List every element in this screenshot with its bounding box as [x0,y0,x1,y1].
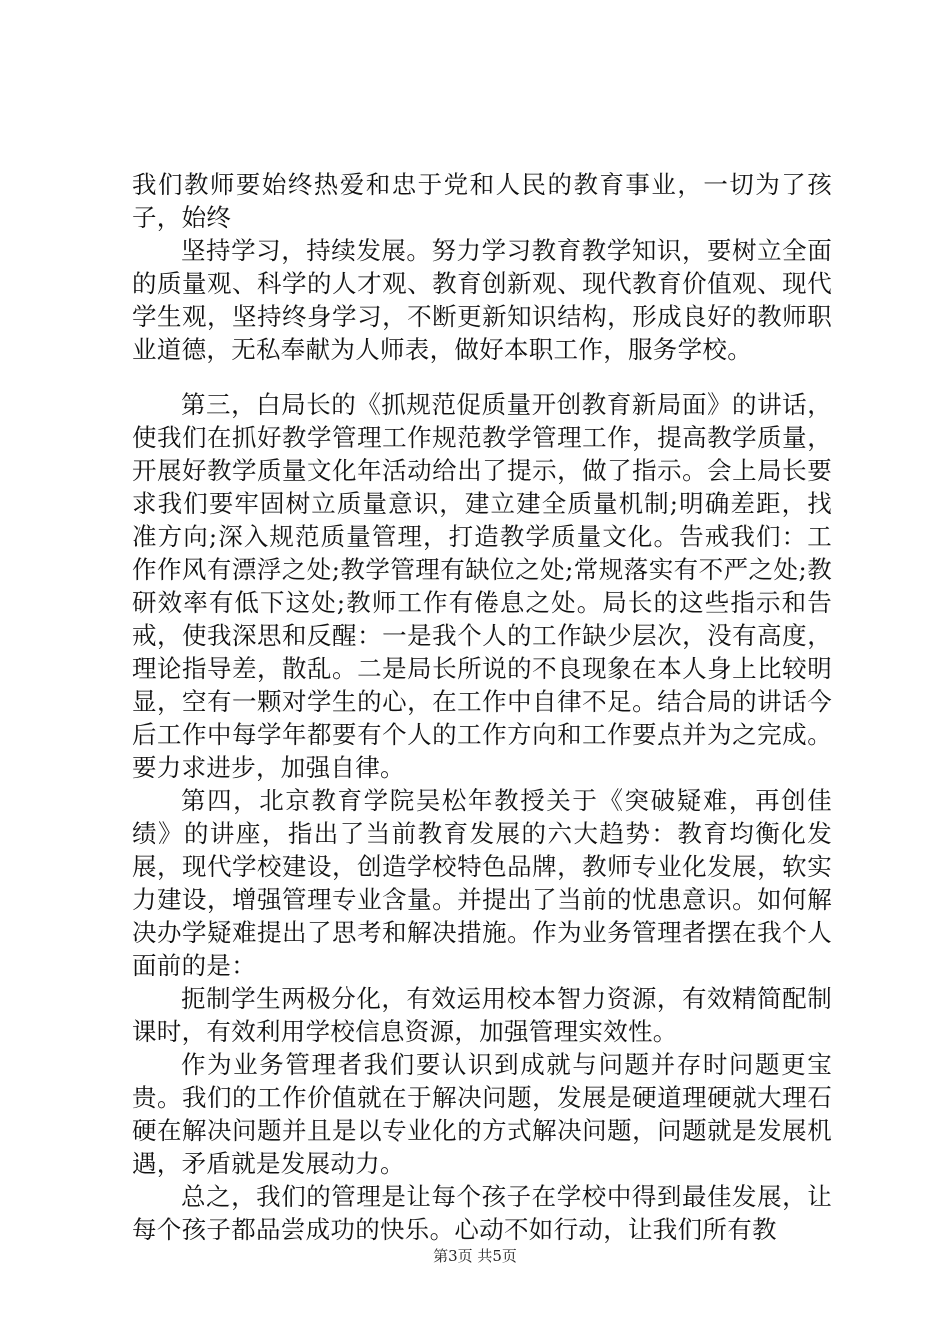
page-number-footer: 第3页 共5页 [433,1247,517,1265]
paragraph-4: 第四，北京教育学院吴松年教授关于《突破疑难，再创佳绩》的讲座，指出了当前教育发展的六大趋势：教育均衡化发展，现代学校建设，创造学校特色品牌，教师专业化发展，软实力建设，增强管理专业含量。并提出了当前的忧患意识。如何解决办学疑难提出了思考和解决措施。作为业务管理者摆在我个人面前的是： [132,786,832,980]
paragraph-7: 总之，我们的管理是让每个孩子在学校中得到最佳发展，让每个孩子都品尝成功的快乐。心动不如行动，让我们所有教 [132,1182,832,1244]
paragraph-6: 作为业务管理者我们要认识到成就与问题并存时问题更宝贵。我们的工作价值就在于解决问题，发展是硬道理硬就大理石硬在解决问题并且是以专业化的方式解决问题，问题就是发展机遇，矛盾就是发展动力。 [132,1050,832,1178]
paragraph-spacer [132,366,832,388]
paragraph-3: 第三，白局长的《抓规范促质量开创教育新局面》的讲话，使我们在抓好教学管理工作规范教学管理工作，提高教学质量，开展好教学质量文化年活动给出了提示，做了指示。会上局长要求我们要牢固树立质量意识，建立建全质量机制;明确差距，找准方向;深入规范质量管理，打造教学质量文化。告戒我们：工作作风有漂浮之处;教学管理有缺位之处;常规落实有不严之处;教研效率有低下这处;教师工作有倦息之处。局长的这些指示和告戒，使我深思和反醒：一是我个人的工作缺少层次，没有高度，理论指导差，散乱。二是局长所说的不良现象在本人身上比较明显，空有一颗对学生的心，在工作中自律不足。结合局的讲话今后工作中每学年都要有个人的工作方向和工作要点并为之完成。要力求进步，加强自律。 [132,390,832,782]
paragraph-2: 坚持学习，持续发展。努力学习教育教学知识，要树立全面的质量观、科学的人才观、教育创新观、现代教育价值观、现代学生观，坚持终身学习，不断更新知识结构，形成良好的教师职业道德，无私奉献为人师表，做好本职工作，服务学校。 [132,236,832,364]
paragraph-1: 我们教师要始终热爱和忠于党和人民的教育事业，一切为了孩子，始终 [132,170,832,232]
document-body [132,168,832,1246]
paragraph-5: 扼制学生两极分化，有效运用校本智力资源，有效精简配制课时，有效利用学校信息资源，加强管理实效性。 [132,984,832,1046]
